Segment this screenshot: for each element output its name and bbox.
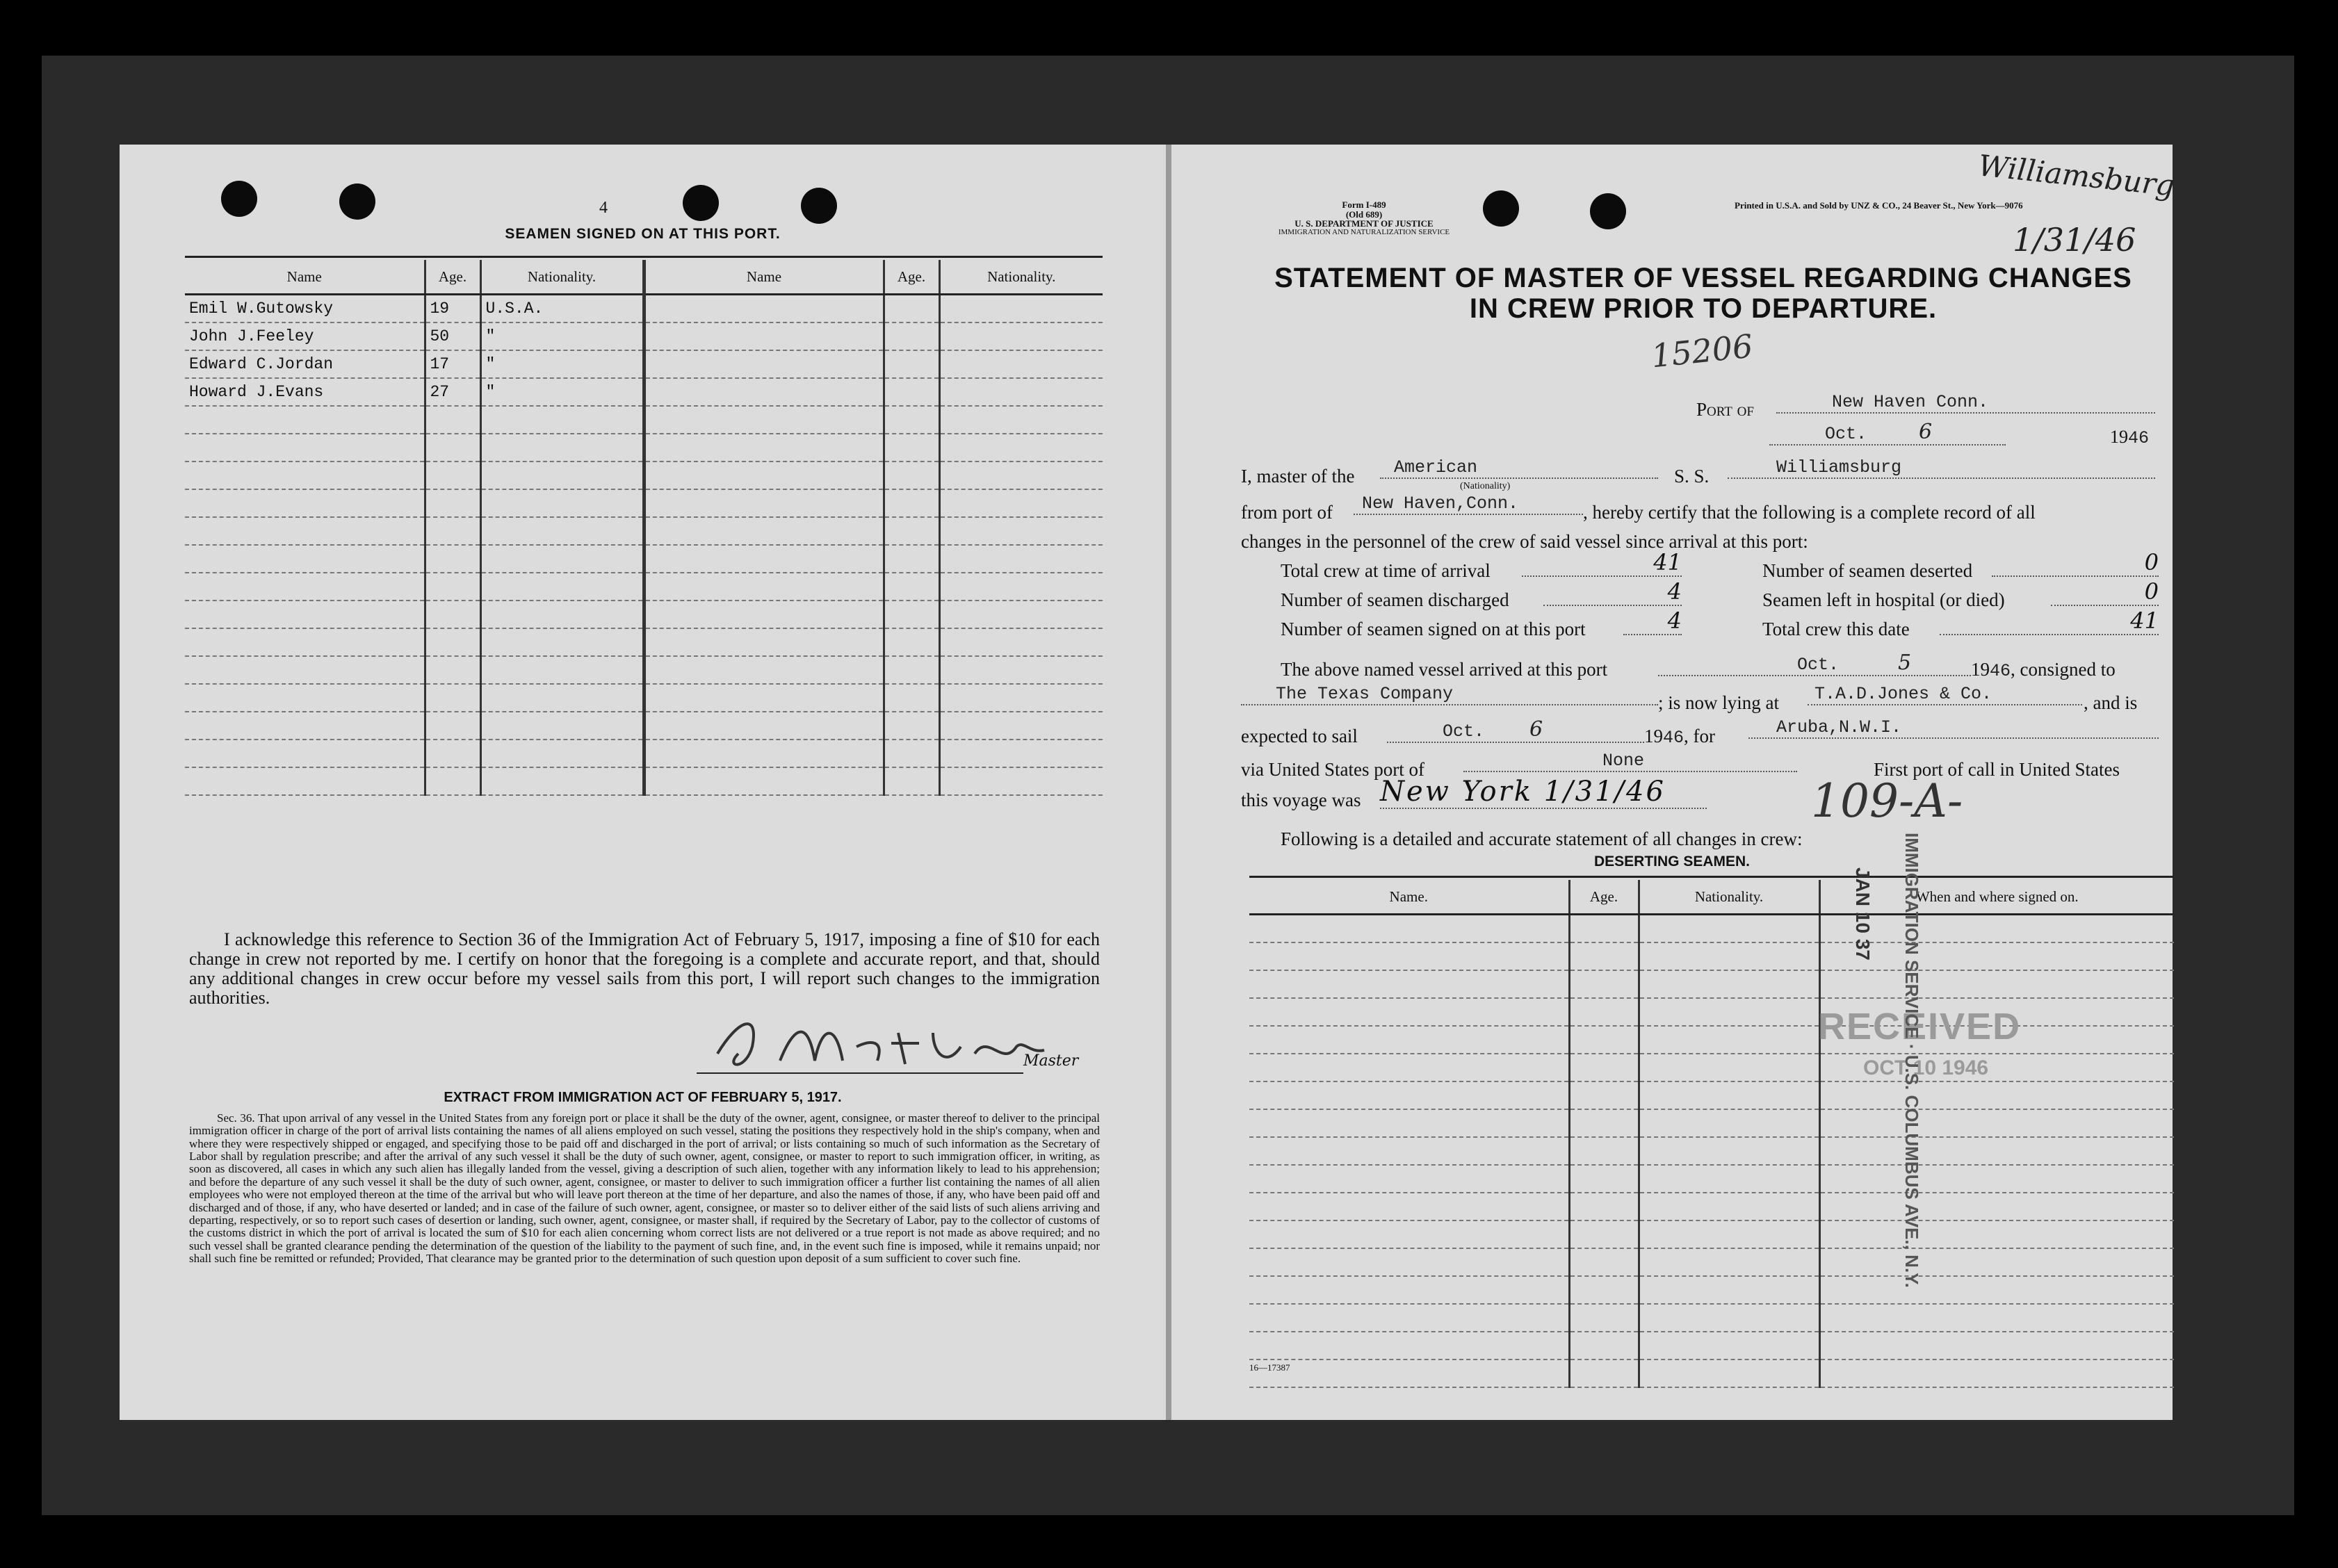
punch-hole — [1590, 193, 1626, 229]
col-header-name: Name — [644, 260, 884, 295]
table-row — [185, 656, 1103, 684]
year-line — [2110, 424, 2149, 451]
punch-hole — [801, 188, 837, 224]
table-row — [1249, 1359, 2174, 1387]
form-old-number: (Old 689) — [1345, 209, 1383, 220]
col-header-age: Age. — [1569, 880, 1639, 915]
date-month: Oct. — [1825, 424, 1867, 444]
punch-hole — [339, 183, 375, 220]
deserting-table-top-rule — [1249, 876, 2174, 878]
col-header-when-where: When and where signed on. — [1819, 880, 2174, 915]
table-row — [1249, 1026, 2174, 1054]
voyage-value: New York 1/31/46 — [1380, 776, 1707, 809]
seaman-name: Howard J.Evans — [185, 378, 425, 406]
table-row — [1249, 998, 2174, 1026]
table-row — [185, 517, 1103, 545]
table-row — [1249, 1109, 2174, 1137]
master-signature — [697, 1005, 1100, 1088]
form-header — [1246, 200, 1482, 236]
received-stamp: RECEIVED — [1818, 1006, 2022, 1047]
consignee: The Texas Company — [1241, 684, 1658, 705]
arrived-month: Oct. — [1797, 655, 1840, 675]
from-port-label: from port of — [1241, 502, 1333, 523]
stat-value-discharged: 4 — [1543, 578, 1682, 606]
table-row — [185, 712, 1103, 740]
side-stamp-date: JAN 10 37 — [1852, 867, 1874, 961]
certify-text: , hereby certify that the following is a complete record of all — [1583, 502, 2036, 523]
table-row — [1249, 1193, 2174, 1220]
arrived-date — [1658, 651, 1971, 676]
side-stamp: IMMIGRATION SERVICE · U.S. COLUMBUS AVE., N.Y. — [1901, 833, 1922, 1288]
stat-label-total: Total crew this date — [1762, 619, 1910, 639]
col-header-age: Age. — [884, 260, 939, 295]
lying-at: T.A.D.Jones & Co. — [1808, 684, 2082, 705]
nationality-caption: (Nationality) — [1460, 481, 1511, 491]
stat-value-total: 41 — [1940, 607, 2159, 635]
col-header-age: Age. — [425, 260, 480, 295]
via-port: None — [1463, 751, 1797, 772]
table-row — [185, 684, 1103, 712]
stat-value-hospital: 0 — [2051, 578, 2159, 606]
seaman-age: 17 — [425, 350, 480, 378]
for-label: , for — [1684, 726, 1715, 746]
changes-text: changes in the personnel of the crew of said vessel since arrival at this port: — [1241, 531, 1808, 552]
table-row — [1249, 1276, 2174, 1304]
sail-year-line — [1644, 723, 1715, 751]
table-row — [1249, 915, 2174, 943]
table-row — [1249, 1332, 2174, 1359]
right-page — [1171, 145, 2177, 1420]
stat-value-deserted: 0 — [1992, 549, 2159, 577]
table-row — [185, 601, 1103, 628]
master-of-label: I, master of the — [1241, 466, 1355, 487]
seaman-name: Edward C.Jordan — [185, 350, 425, 378]
col-header-name: Name. — [1249, 880, 1569, 915]
punch-hole — [1483, 190, 1519, 227]
title-line-1: STATEMENT OF MASTER OF VESSEL REGARDING CHANGES — [1274, 263, 2132, 293]
stat-value-signed-on: 4 — [1623, 607, 1682, 635]
voyage-label: this voyage was — [1241, 790, 1361, 810]
department: U. S. DEPARTMENT OF JUSTICE — [1294, 218, 1434, 229]
and-is-label: , and is — [2084, 692, 2138, 713]
sail-date — [1387, 717, 1644, 743]
table-row — [185, 573, 1103, 601]
stat-label-discharged: Number of seamen discharged — [1281, 589, 1509, 610]
sail-year: 46 — [1663, 728, 1685, 748]
seaman-age: 19 — [425, 295, 480, 323]
table-row — [1249, 1054, 2174, 1081]
file-number: 15206 — [1649, 327, 1755, 375]
arrived-label: The above named vessel arrived at this port — [1281, 659, 1608, 680]
signature-role: Master — [1023, 1052, 1079, 1070]
table-row — [185, 462, 1103, 489]
first-port-label: First port of call in United States — [1874, 759, 2120, 780]
service: IMMIGRATION AND NATURALIZATION SERVICE — [1278, 227, 1450, 236]
consigned-label: , consigned to — [2011, 659, 2116, 680]
port-value: New Haven Conn. — [1776, 392, 2155, 414]
table-row — [185, 378, 1103, 406]
sail-day: 6 — [1529, 717, 1543, 742]
table-row — [1249, 1081, 2174, 1109]
lying-label: ; is now lying at — [1658, 692, 1779, 713]
punch-hole — [683, 185, 719, 221]
arrived-year-line — [1971, 656, 2116, 684]
col-header-nationality: Nationality. — [939, 260, 1103, 295]
table-row — [185, 767, 1103, 795]
handwritten-ship: Williamsburg — [1976, 148, 2177, 203]
stat-label-deserted: Number of seamen deserted — [1762, 560, 1973, 581]
year-prefix: 19 — [1644, 726, 1663, 746]
table-row — [185, 489, 1103, 517]
year-prefix: 19 — [1971, 659, 1990, 680]
table-row — [1249, 970, 2174, 998]
date-line — [1769, 420, 2006, 446]
table-row — [185, 406, 1103, 434]
stat-label-arrival: Total crew at time of arrival — [1281, 560, 1491, 581]
seaman-name: Emil W.Gutowsky — [185, 295, 425, 323]
table-row — [185, 740, 1103, 767]
expected-label: expected to sail — [1241, 726, 1358, 746]
table-row — [1249, 1165, 2174, 1193]
col-header-name: Name — [185, 260, 425, 295]
seaman-name: John J.Feeley — [185, 322, 425, 350]
table-row — [185, 434, 1103, 462]
signed-on-table — [185, 260, 1103, 796]
form-number: Form I-489 — [1342, 199, 1386, 210]
stat-value-arrival: 41 — [1522, 549, 1682, 577]
port-label: Port of — [1696, 399, 1754, 420]
seaman-nationality: " — [480, 378, 644, 406]
table-top-rule — [185, 256, 1103, 258]
deserting-table — [1249, 880, 2174, 1388]
printer-line: Printed in U.S.A. and Sold by UNZ & CO., 24 Beaver St., New York—9076 — [1735, 200, 2023, 211]
table-row — [1249, 1220, 2174, 1248]
punch-hole — [221, 181, 257, 217]
acknowledgment-text: I acknowledge this reference to Section 36 of the Immigration Act of February 5, 1917, imposing a fine of $10 for each change in crew not reported by me. I certify on honor that the foregoing is a complete and accurate report, and that, should any additional changes in crew occur before my vessel sails from this port, I will report such changes to the immigration authorities. — [189, 929, 1100, 1008]
page-number: 4 — [599, 199, 608, 217]
handwritten-date: 1/31/46 — [2013, 221, 2136, 259]
seaman-nationality: U.S.A. — [480, 295, 644, 323]
col-header-nationality: Nationality. — [480, 260, 644, 295]
table-row — [185, 545, 1103, 573]
footer-code: 16—17387 — [1249, 1362, 1290, 1373]
from-port-value: New Haven,Conn. — [1354, 493, 1583, 515]
table-row — [1249, 1304, 2174, 1332]
ss-label: S. S. — [1674, 466, 1710, 487]
stat-label-hospital: Seamen left in hospital (or died) — [1762, 589, 2005, 610]
seaman-nationality: " — [480, 322, 644, 350]
file-code: 109-A- — [1811, 774, 1963, 828]
table-row — [185, 295, 1103, 323]
table-row — [1249, 1137, 2174, 1165]
arrived-day: 5 — [1898, 651, 1912, 675]
table-row — [185, 628, 1103, 656]
seaman-age: 50 — [425, 322, 480, 350]
seamen-signed-heading: SEAMEN SIGNED ON AT THIS PORT. — [505, 226, 781, 242]
vessel-name: Williamsburg — [1728, 457, 2155, 479]
via-label: via United States port of — [1241, 759, 1424, 780]
stat-label-signed-on: Number of seamen signed on at this port — [1281, 619, 1586, 639]
deserting-heading: DESERTING SEAMEN. — [1593, 854, 1751, 869]
following-text: Following is a detailed and accurate statement of all changes in crew: — [1281, 828, 1803, 849]
extract-title: EXTRACT FROM IMMIGRATION ACT OF FEBRUARY 5, 1917. — [444, 1090, 842, 1105]
nationality-value: American — [1380, 457, 1658, 479]
date-day: 6 — [1919, 420, 1933, 444]
year-prefix: 19 — [2110, 427, 2128, 447]
table-row — [185, 322, 1103, 350]
destination: Aruba,N.W.I. — [1748, 717, 2159, 739]
left-page — [120, 145, 1166, 1420]
table-row — [1249, 1248, 2174, 1276]
extract-text: Sec. 36. That upon arrival of any vessel in the United States from any foreign port or place it shall be the duty of the owner, agent, consignee, or master thereof to deliver to the principal immigration officer in charge of the port of arrival lists containing the names of all aliens employed on such vessel, stating the positions they respectively hold in the ship's company, when and where they were respectively shipped or engaged, and specifying those to be paid off and discharged in the port of arrival; or lists containing so much of such information as the Secretary of Labor shall by regulation prescribe; and after the arrival of any such vessel it shall be the duty of such owner, agent, consignee, or master to report to such immigration officer, in writing, as soon as discovered, all cases in which any such alien has illegally landed from the vessel, giving a description of such alien, together with any information likely to lead to his apprehension; and before the departure of any such vessel it shall be the duty of such owner, agent, consignee, or master to deliver to such immigration officer a further list containing the names of all alien employees who were not employed thereon at the time of the arrival but who will leave port thereon at the time of her departure, and also the names of those, if any, who have been paid off and discharged and of those, if any, who have deserted or landed; and in case of the failure of such owner, agent, consignee, or master so to deliver either of the said lists of such aliens arriving and departing, respectively, or so to report such cases of desertion or landing, such owner, agent, consignee, or master shall, if required by the Secretary of Labor, pay to the collector of customs of the customs district in which the port of arrival is located the sum of $10 for each alien concerning whom correct lists are not delivered or a true report is not made as above required; and no such vessel shall be granted clearance pending the determination of the question of the liability to the payment of such fine, and, in the event such fine is imposed, while it remains unpaid; nor shall such fine be remitted or refunded; Provided, That clearance may be granted prior to the determination of such question upon deposit of a sum sufficient to cover such fine. — [189, 1111, 1100, 1265]
form-title — [1234, 263, 2173, 324]
sail-month: Oct. — [1443, 721, 1485, 742]
seaman-nationality: " — [480, 350, 644, 378]
table-row — [185, 350, 1103, 378]
received-stamp-date: OCT 10 1946 — [1863, 1056, 1989, 1079]
table-row — [1249, 942, 2174, 970]
arrived-year: 46 — [1990, 661, 2011, 681]
seaman-age: 27 — [425, 378, 480, 406]
title-line-2: IN CREW PRIOR TO DEPARTURE. — [1469, 293, 1938, 324]
date-year: 46 — [2128, 428, 2150, 448]
col-header-nationality: Nationality. — [1639, 880, 1819, 915]
